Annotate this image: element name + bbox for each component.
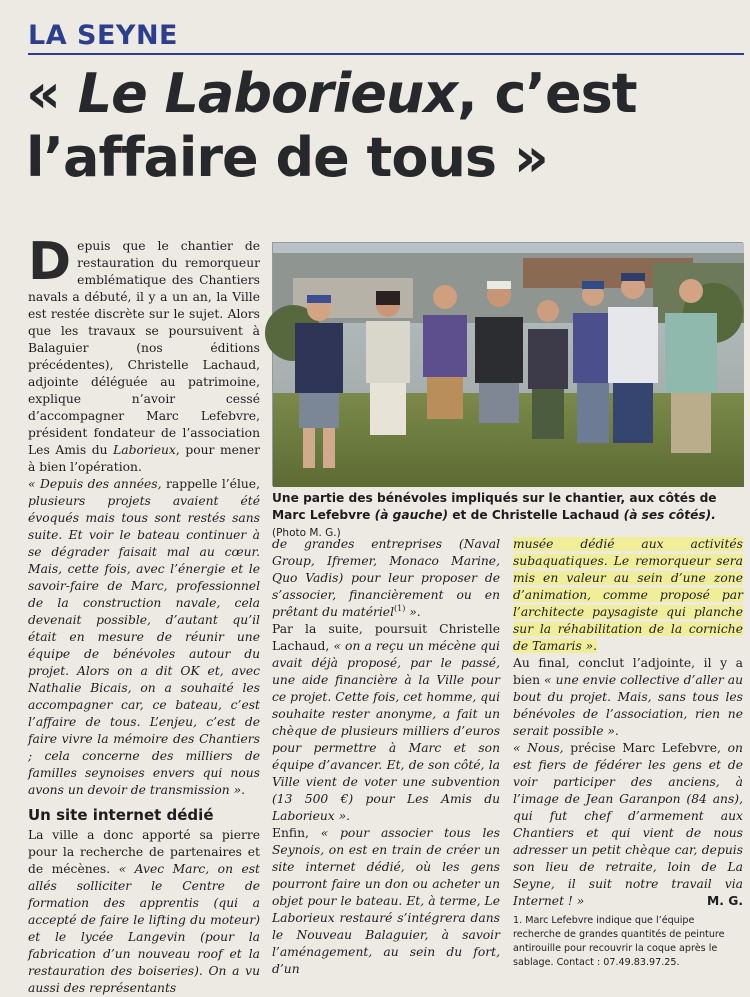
section-kicker: LA SEYNE bbox=[28, 20, 178, 51]
headline-boat-name: Le Laborieux bbox=[77, 62, 458, 125]
companies-paragraph bbox=[272, 536, 500, 621]
caption-text-2: et de Christelle Lachaud bbox=[448, 508, 624, 522]
footnote: 1. Marc Lefebvre indique que l’équipe recherche de grandes quantités de peinture antirouille pour recouvrir la coque après le sablage. Contact : 07.49.83.97.25. bbox=[513, 915, 725, 968]
website-intro: Enfin, bbox=[272, 826, 321, 840]
article-column-1 bbox=[28, 232, 261, 997]
headline-open-quote: « bbox=[26, 62, 78, 125]
photo-credit: (Photo M. G.) bbox=[272, 527, 341, 539]
conclusion-quote: « une envie collective d’aller au bout du projet. Mais, sans tous les bénévoles de l’association, rien ne serait possible ». bbox=[513, 673, 744, 738]
lead-text-end: , pour mener à bien l’opération. bbox=[28, 443, 261, 474]
partners-text: La ville a donc apporté sa pierre pour la recherche de partenaires et de mécènes. bbox=[28, 828, 260, 876]
website-quote: « pour associer tous les Seynois, on est en train de créer un site internet dédié, où les gens pourront faire un don ou acheter un objet pour le bateau. Et, à terme, Le bbox=[272, 826, 500, 908]
museum-paragraph bbox=[513, 536, 743, 655]
quote-body: plusieurs projets avaient été évoqués mais tous sont restés sans suite. Et voir le bateau continuer à se dégrader faisait mal au cœur. Mais, cette fois, avec l’énergie et le savoir-faire de Marc, professionnel de la construction navale, cela devenait possible, d’autant qu’il était en mesure de réunir une équipe de bénévoles autour du projet. Alors on a dit OK et, avec Nathalie Bicais, on a souhaité les accompagner car, ce bateau, c’est l’affaire de tous. L’enjeu, c’est de faire vivre la mémoire des Chantiers ; cela concerne des milliers de familles seynoises envers qui nous avons un devoir de transmission ». bbox=[28, 494, 260, 797]
caption-text: Une partie des bénévoles impliqués sur le chantier, aux côtés de Marc Lefebvre bbox=[272, 491, 717, 522]
drop-cap: D bbox=[28, 232, 72, 292]
quote-attribution: rappelle l’élue, bbox=[165, 477, 260, 491]
author-signature: M. G. bbox=[707, 894, 743, 908]
boat-name-2: Laborieux bbox=[272, 911, 335, 925]
lead-text: epuis que le chantier de restauration du remorqueur emblématique des Chantiers navals a débuté, il y a un an, la Ville est restée discrète sur le sujet. Alors que les travaux se poursuivent à Balaguier (nos éditions précédentes), Christelle Lachaud, adjointe déléguée au patrimoine, explique n’avoir cessé d’accompagner Marc Lefebvre, président fondateur de l’association Les Amis du bbox=[28, 239, 260, 457]
lead-paragraph bbox=[28, 232, 261, 476]
partners-quote: « Avec Marc, on est allés solliciter le Centre de formation des apprentis (qui a accepté de faire le lifting du moteur) et le lycée Langevin (pour la fabrication d’un nouveau roof et la restauration des boiseries). On a vu aussi des représentants bbox=[28, 862, 260, 995]
caption-position-1: (à gauche) bbox=[374, 508, 449, 522]
footnote-ref: (1) bbox=[394, 603, 406, 613]
headline-rest: , c’est l’affaire de tous » bbox=[26, 62, 637, 189]
photo-caption bbox=[272, 490, 743, 542]
highlighted-quote: musée dédié aux activités subaquatiques. Le remorqueur sera mis en valeur au sein d’une zone d’animation, comme proposé par l’architecte paysagiste qui planche sur la réhabilitation de la corniche de Tamaris ». bbox=[513, 537, 743, 653]
article-headline bbox=[26, 62, 741, 190]
photo-illustration bbox=[273, 243, 744, 487]
quote-paragraph bbox=[28, 476, 260, 799]
patron-paragraph bbox=[272, 621, 500, 825]
lefebvre-attribution: précise Marc Lefebvre, bbox=[570, 741, 728, 755]
caption-position-2: (à ses côtés). bbox=[623, 508, 716, 522]
lefebvre-quote-open: « Nous, bbox=[513, 741, 571, 755]
quote-open: « Depuis des années, bbox=[28, 477, 166, 491]
patron-intro: Par la suite, poursuit Christelle Lachaud, bbox=[272, 622, 500, 653]
website-quote-end: restauré s’intégrera dans le Nouveau Balaguier, à savoir l’aménagement, au sein du fort, d’un bbox=[272, 911, 500, 976]
lefebvre-quote: on est fiers de fédérer les gens et de voir participer des anciens, à l’image de Jean Garanpon (84 ans), qui fut chef d’armement aux Chantiers et qui vient de nous adresser un petit chèque car, depuis son lieu de retraite, loin de La Seyne, il suit notre travail via Internet ! » bbox=[513, 741, 743, 908]
article-column-3 bbox=[513, 536, 743, 970]
patron-quote: « on a reçu un mécène qui avait déjà proposé, par le passé, une aide financière à la Ville pour ce projet. Cette fois, cet homme, qui souhaite rester anonyme, a fait un chèque de plusieurs milliers d’euros pour permettre à Marc et son équipe d’avancer. Et, de son côté, la Ville vient de voter une subvention (13 500 €) pour Les Amis du Laborieux ». bbox=[272, 639, 500, 823]
boat-name: Laborieux bbox=[113, 443, 176, 457]
kicker-rule bbox=[28, 53, 744, 55]
conclusion-intro: Au final, conclut l’adjointe, il y a bien bbox=[513, 656, 743, 687]
lefebvre-paragraph bbox=[513, 740, 743, 910]
website-paragraph bbox=[272, 825, 500, 978]
volunteers-photo bbox=[272, 242, 743, 486]
companies-quote: de grandes entreprises (Naval Group, Ifremer, Monaco Marine, Quo Vadis) pour leur proposer de s’associer, financièrement ou en prêtant du matériel bbox=[272, 537, 500, 619]
subheading: Un site internet dédié bbox=[28, 806, 214, 824]
article-column-2 bbox=[272, 536, 500, 978]
partners-paragraph bbox=[28, 827, 260, 997]
companies-quote-end: ». bbox=[405, 605, 421, 619]
conclusion-paragraph bbox=[513, 655, 743, 740]
